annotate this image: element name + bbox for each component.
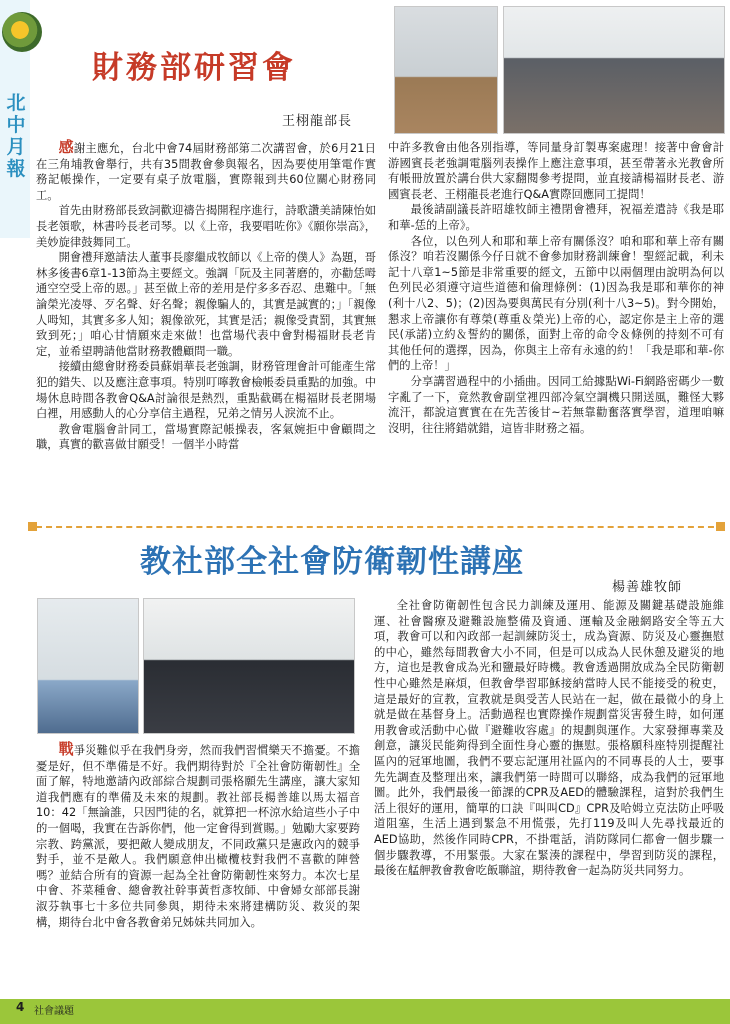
footer-section-label: 社會議題	[34, 1006, 74, 1017]
article2-author: 楊善雄牧師	[612, 580, 683, 595]
article1-paragraph: 教會電腦會計同工，當場實際記帳操表，客氣婉拒中會顧問之職，真實的歡喜做甘願受！一個半小時當	[36, 422, 376, 452]
article1-title: 財務部研習會	[92, 50, 296, 86]
footer-bar	[0, 999, 730, 1024]
article1-paragraph: 中許多教會由他各別指導，等同量身訂製專案處理！接著中會會計游國賓長老強調電腦列表操作上應注意事項，甚至帶著永光教會所有帳冊放置於講台供大家翻閱參考提問，並直接請楊福財長老、游國賓長老、王栩龍長老進行Q&A實際回應同工提問！	[388, 141, 724, 201]
article1-paragraph: 感謝主應允，台北中會74屆財務部第二次講習會，於6月21日在三角埔教會舉行，共有35間教會參與報名，因為要使用筆電作實務記帳操作，一定要有桌子放電腦，實際報到共60位關心財務同工。	[36, 138, 376, 202]
drop-cap: 感	[58, 138, 74, 156]
article1-paragraph: 各位，以色列人和耶和華上帝有關係沒？咱和耶和華上帝有關係沒？咱若沒關係今仔日就不會參加財務訓練會！聖經記載，利未記十八章1~5節是非常重要的經文，五節中以兩個理由說明為何以色列民必須遵守這些道德和倫理條例：(1)因為我是耶和華你的神(利十八2、5)；(2)因為要與萬民有分別(利十八3~5)。對今開始，懇求上帝讓你有尊榮(尊重＆榮光)上帝的心，認定你是主上帝的選民(承諾)立約＆誓約的關係，面對上帝的命令＆條例的持刻不可有其他任何的選擇，因為，你與主上帝有永遠的約！「我是耶和華-你們的上帝！」	[388, 234, 724, 373]
article1-author: 王栩龍部長	[282, 114, 353, 129]
article2-right-column	[374, 598, 724, 879]
article2-paragraph: 戰爭災難似乎在我們身旁，然而我們習慣樂天不擔憂。不擔憂是好，但不準備是不好。我們期待對於『全社會防衛韌性』全面了解，特地邀請內政部綜合規劃司張格願先生講座，讓大家知道我們應有的準備及未來的規劃。教社部長楊善雄以馬太福音10：42「無論誰，只因門徒的名，就算把一杯涼水給這些小子中的一個喝，我實在告訴你們，他一定會得到賞賜。」勉勵大家要跨宗教、跨黨派，要把敵人變成朋友，不同政黨只是憲政內的競爭對手，並不是敵人。我們願意伸出橄欖枝對我們不喜歡的陣營嗎？並結合所有的資源一起為全社會防衛韌性來努力。本次七星中會、芥菜種會、總會教社幹事黃哲彥牧師、中會婦女部部長謝淑芬執事七十多位共同參與，期待未來將建構防災、救災的架構，期待台北中會各教會弟兄姊妹共同加入。	[36, 740, 360, 929]
sidebar-title: 北中月報	[6, 92, 26, 180]
drop-cap: 戰	[58, 740, 74, 758]
article2-title: 教社部全社會防衛韌性講座	[140, 544, 524, 580]
article2-left-column	[36, 742, 360, 930]
article1-paragraph: 最後請副議長許昭雄牧師主禮閉會禮拜，祝福差遣詩《我是耶和華-恁的上帝》。	[388, 203, 724, 232]
section-divider	[36, 526, 724, 528]
article1-right-column	[388, 140, 724, 436]
speaker-photo	[394, 6, 498, 134]
cpr-demo-photo	[143, 598, 355, 734]
article1-paragraph: 接續由總會財務委員蘇娟華長老強調，財務管理會計可能產生常犯的錯失、以及應注意事項。特別叮嚀教會檢帳委員重點的加強。中場休息時間各教會Q&A討論很是熱烈，重點截碼在楊福財長老開場白裡，用感動人的心分享信主過程，兄弟之情另人淚流不止。	[36, 360, 376, 421]
article1-paragraph: 分享講習過程中的小插曲。因同工給據點Wi-Fi網路密碼少一數字亂了一下，竟然教會副堂裡四部冷氣空調機只開送風，難怪大夥流汗，都說這實實在在先苦後甘~若無靠勸奮落實學習，道理咱嘛沒明，往往將錯就錯，這皆非財務之福。	[388, 374, 724, 435]
article1-paragraph: 開會禮拜邀請法人董事長廖繼成牧師以《上帝的僕人》為題，哥林多後書6章1-13節為主要經文。強調「阮及主同著磨的，亦勸恁呣通空空受上帝的恩。」甚至做上帝的差用是佇多多吞忍、患難中。「無論榮光凌辱、歹名聲、好名聲；親像騙人的，其實是誠實的；」「親像人呣知，其實多多人知；親像欲死，其實是活；親像受責罰，其實無致到死；」咱心甘情願來走來做！也當場代表中會對楊福財長老肯定，並希望聘請他當財務教體顧問一職。	[36, 251, 376, 358]
page-number: 4	[16, 1000, 25, 1014]
article1-paragraph: 首先由財務部長致詞歡迎禱告揭開程序進行，詩歌讚美請陳怡如長老領歌，林書吟長老司琴。以《上帝，我要唱咗你》《願你崇高》，美妙旋律鼓舞同工。	[36, 204, 376, 249]
article2-paragraph: 全社會防衛韌性包含民力訓練及運用、能源及關鍵基礎設施維運、社會醫療及避難設施整備及資通、運輸及金融網路安全等五大項，教會可以和內政部一起訓練防災士，成為資源、防災及心靈撫慰的中心，雖然每間教會大小不同，但是可以成為人民休憩及避災的地方，這也是教會成為光和鹽最好時機。教會透過開放成為全民防衛韌性中心雖然是麻煩，但教會學習耶穌接納當時人民不能接受的稅吏，這是最好的宣教，宣教就是與受苦人民站在一起，做在最微小的身上就是做在基督身上。活動過程也實際操作規劃當災害發生時，如何運用教會或活動中心做『避難收容處』的規劃與運作。大家發揮專業及創意，讓災民能夠得到全面性身心靈的撫慰。張格願科座特別提醒社區內的冠軍地圖，我們不要忘記運用社區內的不同專長的人士，要事先先調查及整理出來，讓我們第一時間可以聯絡，成為我們的冠軍地圖。此外，我們最後一節課的CPR及AED的體驗課程，這對於我們生活上很好的運用，簡單的口訣『叫叫CD』CPR及哈姆立克法防止呼吸道阻塞，生活上遇到緊急不用慌張，先打119及叫人先尋找最近的AED協助，然後作同時CPR，不掛電話，消防隊同仁都會一個步驟一個步驟教導，不用緊張。大家在緊湊的課程中，學習到防災的課程，最後在艋舺教會教會吃飯聯誼，期待教會一起為防災共同努力。	[374, 599, 724, 878]
article1-left-column	[36, 140, 376, 453]
lecturer-photo	[37, 598, 139, 734]
divider-cap-right	[716, 522, 725, 531]
sunflower-logo-icon	[2, 12, 42, 52]
audience-photo	[503, 6, 725, 134]
